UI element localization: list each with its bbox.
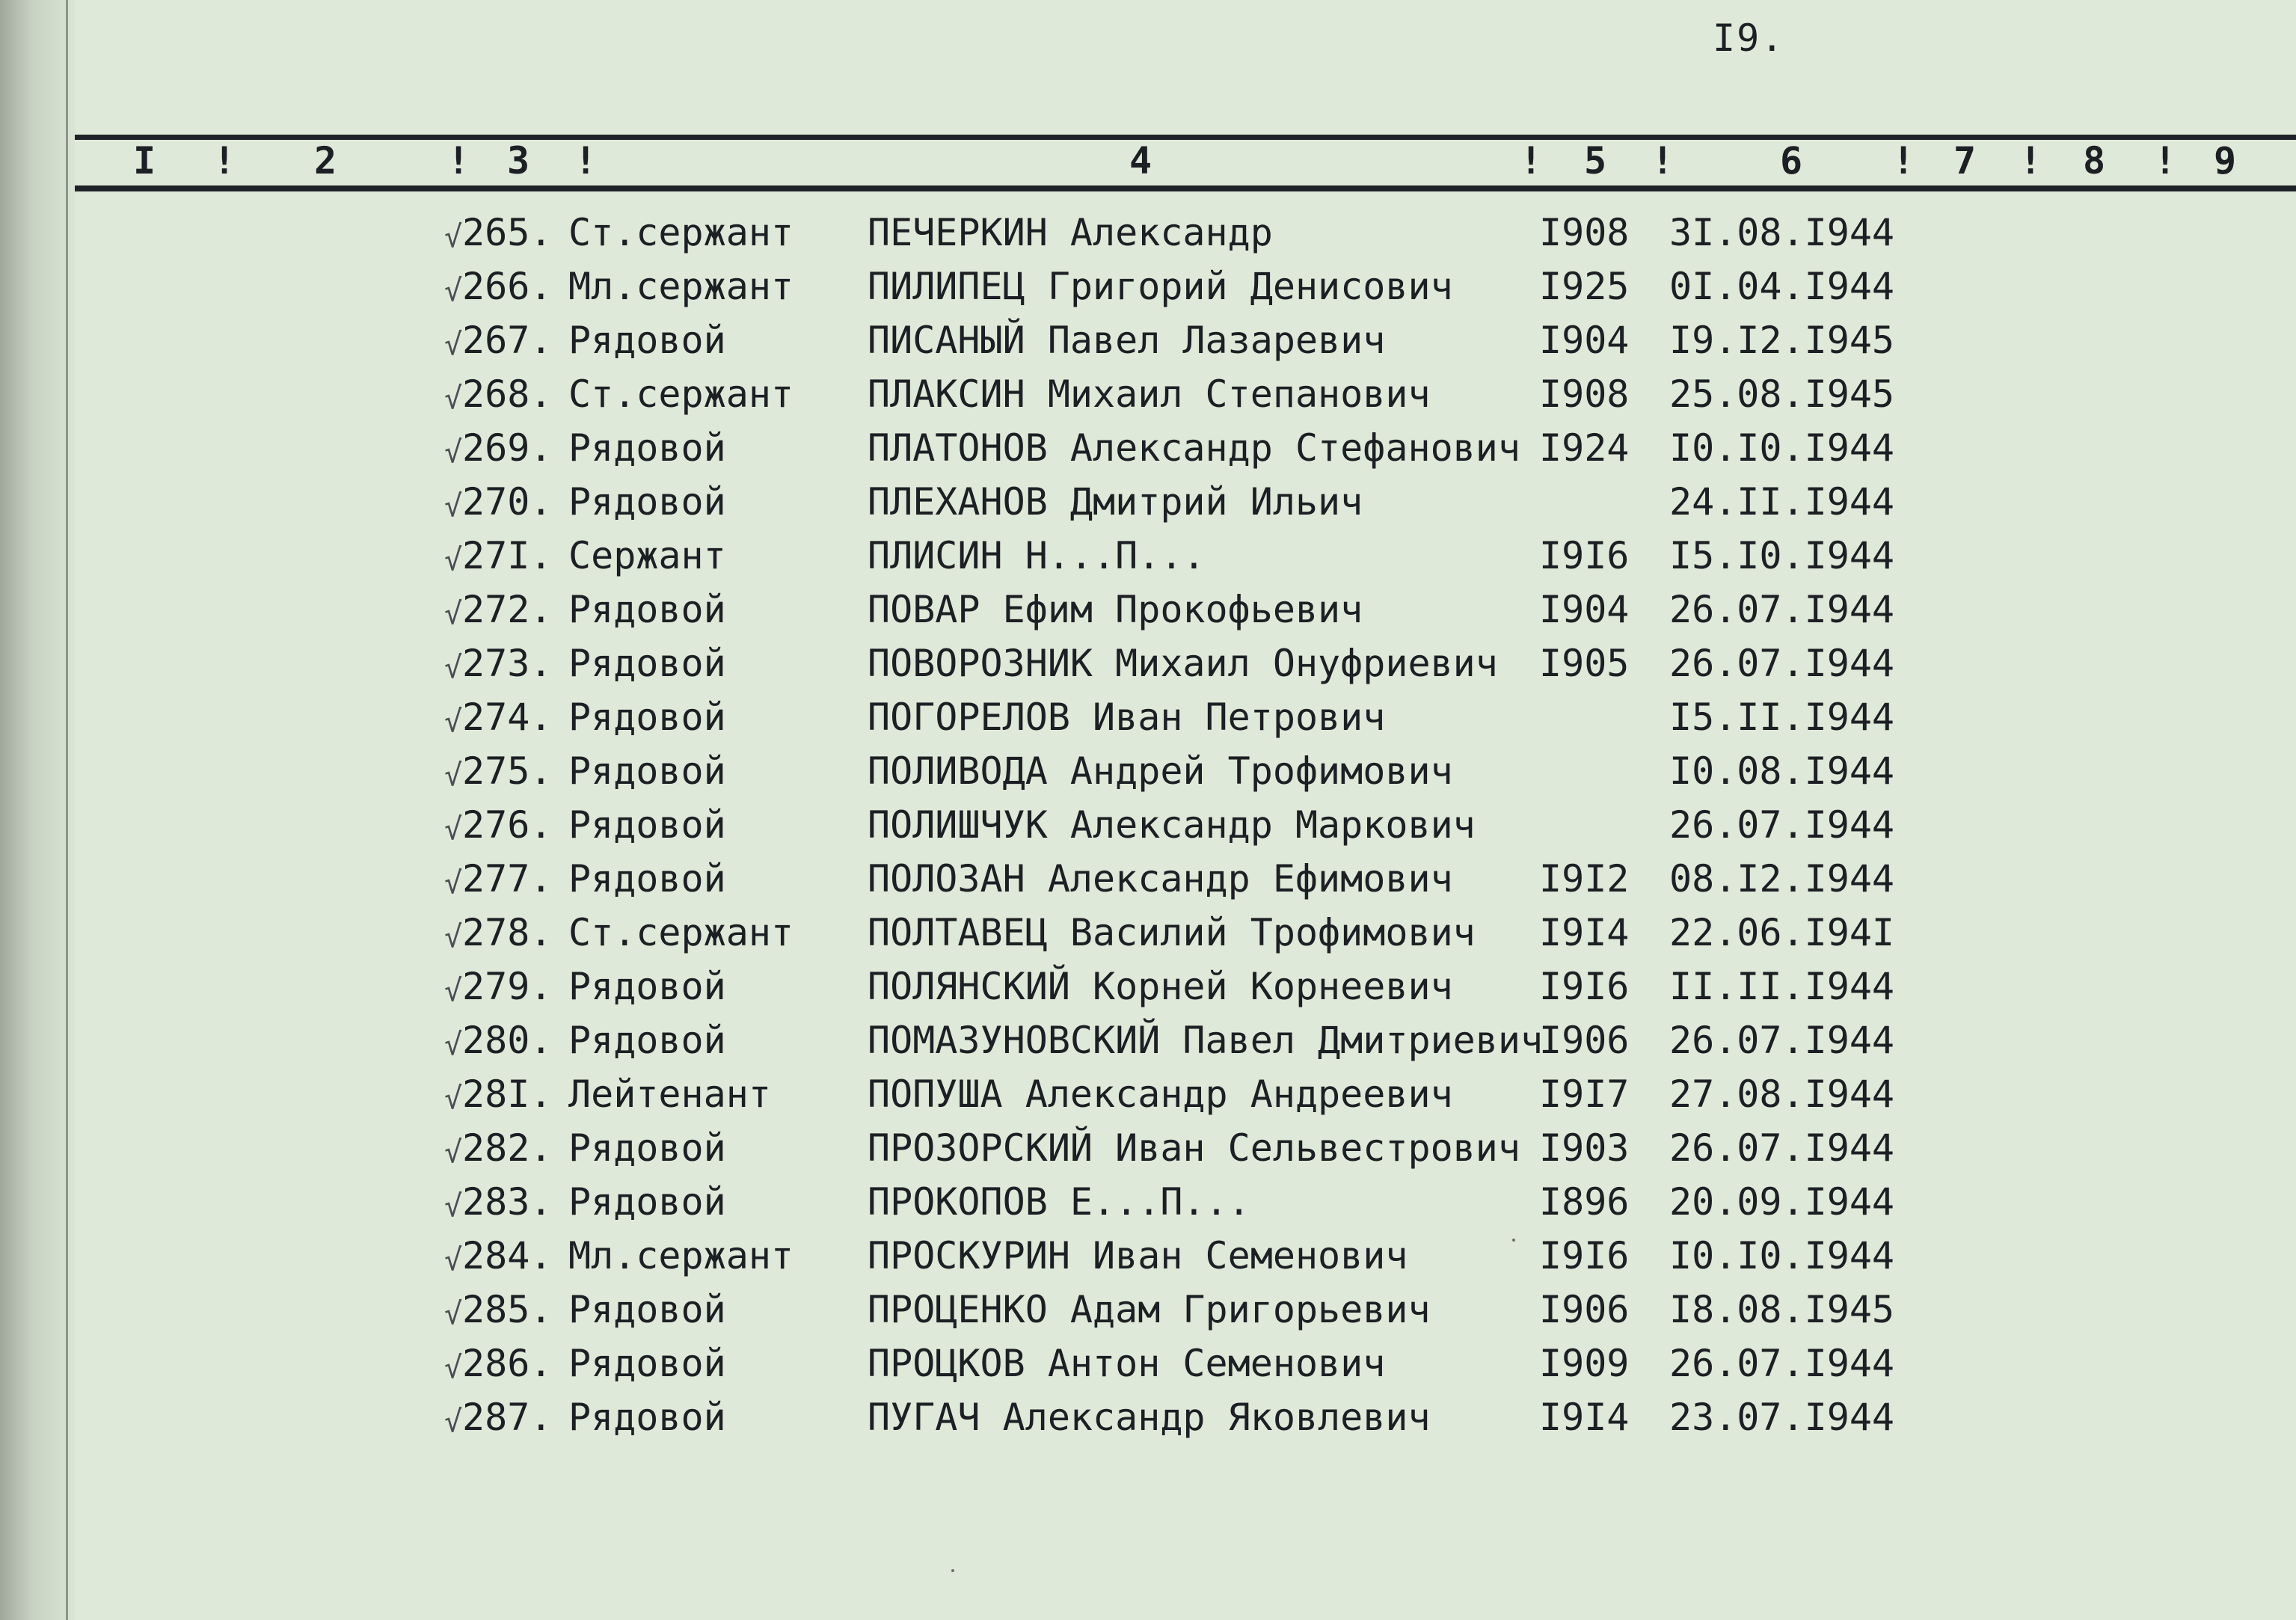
full-name: ПОЛИВОДА Андрей Трофимович xyxy=(868,749,1453,793)
full-name: ПЛАКСИН Михаил Степанович xyxy=(868,372,1431,416)
full-name: ПРОЗОРСКИЙ Иван Сельвестрович xyxy=(868,1126,1520,1170)
full-name: ПЛИСИН Н...П... xyxy=(868,534,1206,577)
death-date: I0.I0.I944 xyxy=(1669,1234,1895,1277)
check-mark-icon: √ xyxy=(444,597,463,631)
table-row xyxy=(0,1073,2296,1126)
rank: Рядовой xyxy=(568,480,726,524)
table-row xyxy=(0,1180,2296,1234)
rank: Рядовой xyxy=(568,857,726,900)
column-separator: ! xyxy=(213,139,236,182)
birth-year: I925 xyxy=(1539,265,1630,308)
record-number: 268. xyxy=(462,372,553,416)
table-row xyxy=(0,911,2296,965)
check-mark-icon: √ xyxy=(444,328,463,362)
death-date: 25.08.I945 xyxy=(1669,372,1895,416)
check-mark-icon: √ xyxy=(444,705,463,739)
record-number: 285. xyxy=(462,1288,553,1331)
rank: Ст.сержант xyxy=(568,211,794,254)
check-mark-icon: √ xyxy=(444,758,463,793)
check-mark-icon: √ xyxy=(444,543,463,577)
death-date: 26.07.I944 xyxy=(1669,1019,1895,1062)
rank: Ст.сержант xyxy=(568,372,794,416)
record-number: 278. xyxy=(462,911,553,954)
check-mark-icon: √ xyxy=(444,1351,463,1385)
birth-year: I896 xyxy=(1539,1180,1630,1224)
rank: Мл.сержант xyxy=(568,265,794,308)
death-date: 20.09.I944 xyxy=(1669,1180,1895,1224)
table-row xyxy=(0,1288,2296,1342)
column-separator: ! xyxy=(2154,139,2177,182)
birth-year: I9I6 xyxy=(1539,965,1630,1008)
check-mark-icon: √ xyxy=(444,1028,463,1062)
birth-year: I906 xyxy=(1539,1288,1630,1331)
check-mark-icon: √ xyxy=(444,866,463,900)
death-date: 27.08.I944 xyxy=(1669,1073,1895,1116)
column-header: 8 xyxy=(2083,139,2106,182)
check-mark-icon: √ xyxy=(444,1189,463,1224)
column-header: 6 xyxy=(1780,139,1803,182)
header-bottom-rule xyxy=(75,185,2296,191)
column-header: I xyxy=(133,139,156,182)
record-number: 27I. xyxy=(462,534,553,577)
table-row xyxy=(0,588,2296,642)
full-name: ПУГАЧ Александр Яковлевич xyxy=(868,1396,1431,1439)
death-date: I0.I0.I944 xyxy=(1669,426,1895,470)
column-separator: ! xyxy=(1651,139,1675,182)
column-separator: ! xyxy=(1892,139,1915,182)
full-name: ПИЛИПЕЦ Григорий Денисович xyxy=(868,265,1453,308)
birth-year: I924 xyxy=(1539,426,1630,470)
death-date: I5.II.I944 xyxy=(1669,696,1895,739)
full-name: ПОЛИШЧУК Александр Маркович xyxy=(868,803,1476,847)
death-date: 26.07.I944 xyxy=(1669,588,1895,631)
record-number: 279. xyxy=(462,965,553,1008)
record-number: 280. xyxy=(462,1019,553,1062)
record-number: 28I. xyxy=(462,1073,553,1116)
record-number: 284. xyxy=(462,1234,553,1277)
full-name: ПЛЕХАНОВ Дмитрий Ильич xyxy=(868,480,1363,524)
death-date: 26.07.I944 xyxy=(1669,803,1895,847)
death-date: 08.I2.I944 xyxy=(1669,857,1895,900)
check-mark-icon: √ xyxy=(444,812,463,847)
table-row xyxy=(0,265,2296,319)
birth-year: I9I4 xyxy=(1539,911,1630,954)
full-name: ПОПУША Александр Андреевич xyxy=(868,1073,1453,1116)
full-name: ПОМАЗУНОВСКИЙ Павел Дмитриевич xyxy=(868,1019,1544,1062)
record-number: 286. xyxy=(462,1342,553,1385)
birth-year: I9I4 xyxy=(1539,1396,1630,1439)
record-number: 273. xyxy=(462,642,553,685)
column-separator: ! xyxy=(1520,139,1543,182)
birth-year: I905 xyxy=(1539,642,1630,685)
death-date: I8.08.I945 xyxy=(1669,1288,1895,1331)
check-mark-icon: √ xyxy=(444,1081,463,1116)
table-row xyxy=(0,1396,2296,1449)
full-name: ПОЛТАВЕЦ Василий Трофимович xyxy=(868,911,1476,954)
table-row xyxy=(0,1126,2296,1180)
rank: Рядовой xyxy=(568,965,726,1008)
birth-year: I908 xyxy=(1539,211,1630,254)
birth-year: I906 xyxy=(1539,1019,1630,1062)
full-name: ПРОКОПОВ Е...П... xyxy=(868,1180,1250,1224)
death-date: 24.II.I944 xyxy=(1669,480,1895,524)
full-name: ПЛАТОНОВ Александр Стефанович xyxy=(868,426,1520,470)
check-mark-icon: √ xyxy=(444,1405,463,1439)
record-number: 282. xyxy=(462,1126,553,1170)
column-header: 2 xyxy=(314,139,337,182)
record-number: 269. xyxy=(462,426,553,470)
record-number: 265. xyxy=(462,211,553,254)
rank: Рядовой xyxy=(568,749,726,793)
table-row xyxy=(0,211,2296,265)
birth-year: I904 xyxy=(1539,319,1630,362)
table-row xyxy=(0,372,2296,426)
full-name: ПРОЦЕНКО Адам Григорьевич xyxy=(868,1288,1431,1331)
death-date: 0I.04.I944 xyxy=(1669,265,1895,308)
column-separator: ! xyxy=(2019,139,2042,182)
death-date: I9.I2.I945 xyxy=(1669,319,1895,362)
check-mark-icon: √ xyxy=(444,489,463,524)
column-header: 9 xyxy=(2214,139,2237,182)
record-number: 275. xyxy=(462,749,553,793)
rank: Рядовой xyxy=(568,1396,726,1439)
check-mark-icon: √ xyxy=(444,1297,463,1331)
full-name: ПОЛЯНСКИЙ Корней Корнеевич xyxy=(868,965,1453,1008)
full-name: ПОВАР Ефим Прокофьевич xyxy=(868,588,1363,631)
rank: Мл.сержант xyxy=(568,1234,794,1277)
birth-year: I9I7 xyxy=(1539,1073,1630,1116)
rank: Ст.сержант xyxy=(568,911,794,954)
birth-year: I908 xyxy=(1539,372,1630,416)
death-date: 26.07.I944 xyxy=(1669,1342,1895,1385)
table-row xyxy=(0,534,2296,588)
record-number: 276. xyxy=(462,803,553,847)
rank: Рядовой xyxy=(568,426,726,470)
check-mark-icon: √ xyxy=(444,974,463,1008)
full-name: ПОВОРОЗНИК Михаил Онуфриевич xyxy=(868,642,1498,685)
birth-year: I9I6 xyxy=(1539,534,1630,577)
rank: Рядовой xyxy=(568,1180,726,1224)
check-mark-icon: √ xyxy=(444,651,463,685)
record-number: 277. xyxy=(462,857,553,900)
table-row xyxy=(0,1019,2296,1073)
column-header: 7 xyxy=(1953,139,1977,182)
check-mark-icon: √ xyxy=(444,435,463,470)
death-date: II.II.I944 xyxy=(1669,965,1895,1008)
check-mark-icon: √ xyxy=(444,1135,463,1170)
check-mark-icon: √ xyxy=(444,274,463,308)
death-date: 22.06.I94I xyxy=(1669,911,1895,954)
rank: Рядовой xyxy=(568,588,726,631)
full-name: ПРОЦКОВ Антон Семенович xyxy=(868,1342,1386,1385)
rank: Рядовой xyxy=(568,319,726,362)
death-date: I5.I0.I944 xyxy=(1669,534,1895,577)
full-name: ПОЛОЗАН Александр Ефимович xyxy=(868,857,1453,900)
check-mark-icon: √ xyxy=(444,1243,463,1277)
record-number: 272. xyxy=(462,588,553,631)
paper-speck xyxy=(951,1569,954,1572)
table-row xyxy=(0,1342,2296,1396)
rank: Рядовой xyxy=(568,1126,726,1170)
column-header: 4 xyxy=(1129,139,1152,182)
death-date: 23.07.I944 xyxy=(1669,1396,1895,1439)
birth-year: I909 xyxy=(1539,1342,1630,1385)
record-number: 283. xyxy=(462,1180,553,1224)
column-header: 5 xyxy=(1584,139,1607,182)
full-name: ПРОСКУРИН Иван Семенович xyxy=(868,1234,1408,1277)
table-row xyxy=(0,480,2296,534)
table-row xyxy=(0,1234,2296,1288)
rank: Рядовой xyxy=(568,803,726,847)
death-date: I0.08.I944 xyxy=(1669,749,1895,793)
rank: Рядовой xyxy=(568,1288,726,1331)
table-row xyxy=(0,426,2296,480)
full-name: ПОГОРЕЛОВ Иван Петрович xyxy=(868,696,1386,739)
table-row xyxy=(0,857,2296,911)
check-mark-icon: √ xyxy=(444,381,463,416)
rank: Сержант xyxy=(568,534,726,577)
birth-year: I9I6 xyxy=(1539,1234,1630,1277)
table-row xyxy=(0,319,2296,372)
rank: Рядовой xyxy=(568,642,726,685)
death-date: 3I.08.I944 xyxy=(1669,211,1895,254)
death-date: 26.07.I944 xyxy=(1669,1126,1895,1170)
birth-year: I903 xyxy=(1539,1126,1630,1170)
record-number: 270. xyxy=(462,480,553,524)
full-name: ПИСАНЫЙ Павел Лазаревич xyxy=(868,319,1386,362)
table-row xyxy=(0,642,2296,696)
column-header: 3 xyxy=(507,139,530,182)
column-separator: ! xyxy=(574,139,598,182)
paper-speck xyxy=(1512,1239,1515,1242)
table-row xyxy=(0,965,2296,1019)
birth-year: I9I2 xyxy=(1539,857,1630,900)
table-row xyxy=(0,749,2296,803)
column-separator: ! xyxy=(447,139,470,182)
check-mark-icon: √ xyxy=(444,220,463,254)
rank: Рядовой xyxy=(568,1342,726,1385)
death-date: 26.07.I944 xyxy=(1669,642,1895,685)
table-row xyxy=(0,803,2296,857)
birth-year: I904 xyxy=(1539,588,1630,631)
rank: Лейтенант xyxy=(568,1073,771,1116)
check-mark-icon: √ xyxy=(444,920,463,954)
page-number: I9. xyxy=(1713,16,1785,60)
record-number: 266. xyxy=(462,265,553,308)
table-row xyxy=(0,696,2296,749)
record-number: 274. xyxy=(462,696,553,739)
full-name: ПЕЧЕРКИН Александр xyxy=(868,211,1273,254)
rank: Рядовой xyxy=(568,696,726,739)
record-number: 267. xyxy=(462,319,553,362)
record-number: 287. xyxy=(462,1396,553,1439)
rank: Рядовой xyxy=(568,1019,726,1062)
